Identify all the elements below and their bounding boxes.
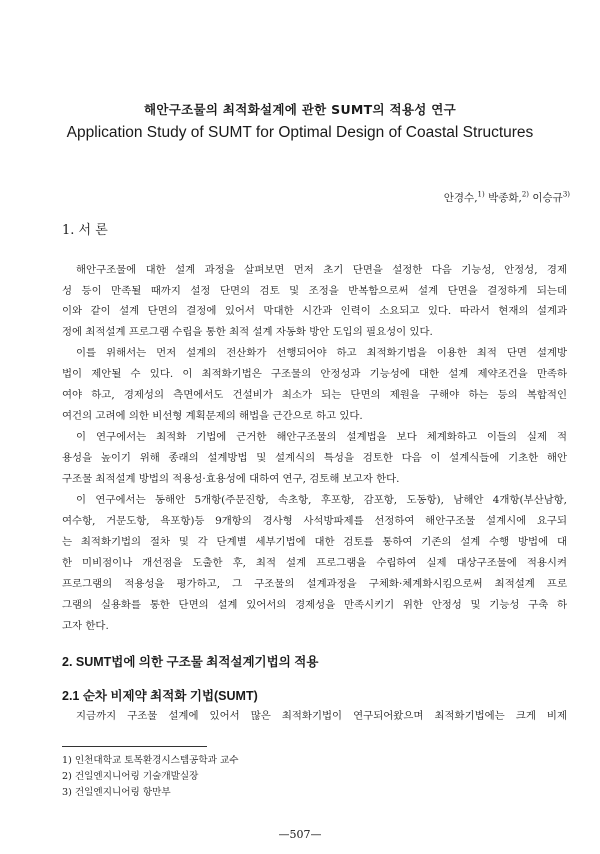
body-line: 구조물 최적설계 방법의 적용성·효용성에 대하여 연구, 검토해 보고자 한다. bbox=[62, 473, 400, 485]
section-heading-introduction: 1. 서 론 bbox=[62, 223, 108, 238]
body-line: 해안구조물에 대한 설계 과정을 살펴보면 먼저 초기 단면을 설정한 다음 기능성, 안정성, 경제 bbox=[76, 264, 567, 276]
body-line: 법이 제안될 수 있다. 이 최적화기법은 구조물의 안정성과 기능성에 대한 설계 제약조건을 만족하 bbox=[62, 368, 567, 380]
body-line: 여수항, 거문도항, 욕포항)등 9개항의 경사형 사석방파제를 선정하여 해안구조물 설계시에 요구되 bbox=[62, 515, 567, 527]
author-name: 안경수, bbox=[443, 192, 478, 204]
subsection-heading-sumt: 2.1 순차 비제약 최적화 기법(SUMT) bbox=[62, 689, 258, 703]
paper-title-english: Application Study of SUMT for Optimal Design of Coastal Structures bbox=[66, 124, 534, 141]
author-footnote-mark: 2) bbox=[521, 190, 530, 199]
body-line: 는 최적화기법의 절차 및 각 단계별 세부기법에 대한 검토를 통하여 기존의 설계 수행 방법에 대 bbox=[62, 536, 567, 548]
body-line: 이를 위해서는 먼저 설계의 전산화가 선행되어야 하고 최적화기법을 이용한 최적 단면 설계방 bbox=[76, 347, 567, 359]
paper-title-korean: 해안구조물의 최적화설계에 관한 SUMT의 적용성 연구 bbox=[143, 102, 457, 117]
body-line: 여야 하고, 경제성의 측면에서도 건설비가 최소가 되는 단면의 제원을 구해야 하는 등의 복합적인 bbox=[62, 389, 567, 401]
body-line: 고자 한다. bbox=[62, 620, 109, 632]
author-name: 이승규 bbox=[529, 192, 563, 204]
body-line: 그램의 실용화를 통한 단면의 설계 있어서의 경제성을 만족시키기 위한 안정성 및 기능성 구축 하 bbox=[62, 599, 567, 611]
author-name: 박종화, bbox=[484, 192, 522, 204]
body-line: 성 등이 만족될 때까지 설정 단면의 검토 및 조정을 반복함으로써 설계 단면을 결정하게 되는데 bbox=[62, 285, 567, 297]
body-line: 한 미비점이나 개선점을 도출한 후, 최적 설계 프로그램을 수립하여 실제 대상구조물에 적용시켜 bbox=[62, 557, 567, 569]
page-number: —507— bbox=[278, 828, 322, 841]
author-list bbox=[444, 190, 570, 205]
author-footnote-mark: 3) bbox=[562, 190, 570, 199]
body-line: 이와 같이 설계 단면의 결정에 있어서 막대한 시간과 인력이 소요되고 있다. 따라서 현재의 설계과 bbox=[62, 305, 567, 317]
footnote: 3) 건일엔지니어링 항만부 bbox=[62, 787, 171, 798]
body-line: 이 연구에서는 최적화 기법에 근거한 해안구조물의 설계법을 보다 체계화하고 이들의 실제 적 bbox=[76, 431, 567, 443]
body-line: 지금까지 구조물 설계에 있어서 많은 최적화기법이 연구되어왔으며 최적화기법에는 크게 비제 bbox=[76, 710, 567, 722]
body-line: 프로그램의 적용성을 평가하고, 그 구조물의 설계과정을 구체화·체계화시킴으로써 최적설계 프로 bbox=[62, 578, 567, 590]
body-line: 정에 최적설계 프로그램 수립을 통한 최적 설계 자동화 방안 도입의 필요성이 있다. bbox=[62, 326, 433, 338]
body-line: 여건의 고려에 의한 비선형 계획문제의 해법을 근간으로 하고 있다. bbox=[62, 410, 363, 422]
body-line: 이 연구에서는 동해안 5개항(주문진항, 속초항, 후포항, 감포항, 도동항), 남해안 4개항(부산남항, bbox=[76, 494, 567, 506]
footnote: 1) 인천대학교 토목환경시스템공학과 교수 bbox=[62, 755, 239, 766]
section-heading-sumt-application: 2. SUMT법에 의한 구조물 최적설계기법의 적용 bbox=[62, 655, 319, 669]
author-footnote-mark: 1) bbox=[477, 190, 485, 199]
footnote-divider bbox=[62, 746, 207, 747]
body-line: 용성을 높이기 위해 종래의 설계방법 및 설계식의 특성을 검토한 다음 이 설계식들에 기초한 해안 bbox=[62, 452, 567, 464]
footnote: 2) 건일엔지니어링 기술개발실장 bbox=[62, 771, 199, 782]
